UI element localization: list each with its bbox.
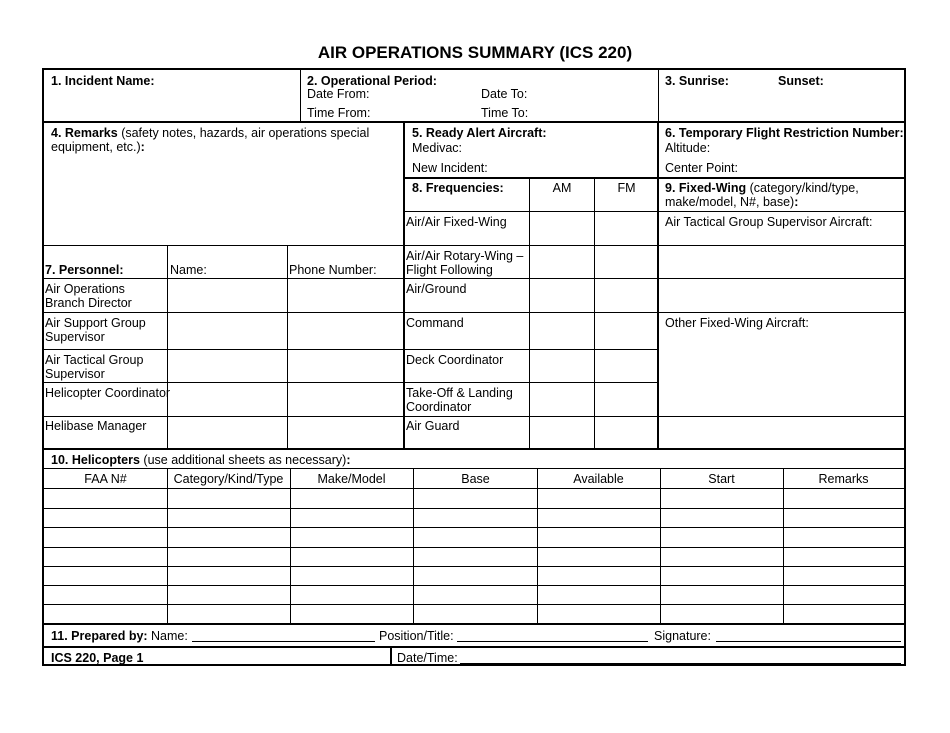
column-divider bbox=[287, 245, 288, 449]
row-line bbox=[44, 604, 904, 605]
row-line bbox=[44, 585, 904, 586]
row-line bbox=[44, 468, 904, 469]
column-divider bbox=[783, 468, 784, 623]
column-divider bbox=[390, 646, 392, 664]
fixed-wing-colon: : bbox=[794, 195, 799, 209]
operational-period-label: 2. Operational Period: bbox=[307, 74, 437, 88]
column-divider bbox=[413, 468, 414, 623]
row-line bbox=[404, 349, 658, 350]
atgs-aircraft-label: Air Tactical Group Supervisor Aircraft: bbox=[665, 215, 873, 229]
section-divider bbox=[44, 623, 904, 625]
position-field[interactable] bbox=[457, 641, 648, 642]
column-divider bbox=[403, 121, 405, 450]
date-from-label: Date From: bbox=[307, 87, 370, 101]
remarks-note: (safety notes, hazards, air operations special equipment, etc.) bbox=[51, 126, 370, 154]
helicopter-column-header: Make/Model bbox=[317, 472, 386, 486]
sunrise-label: 3. Sunrise: bbox=[665, 74, 729, 88]
row-line bbox=[404, 416, 904, 417]
am-header: AM bbox=[552, 181, 572, 195]
column-divider bbox=[657, 121, 659, 450]
date-to-label: Date To: bbox=[481, 87, 528, 101]
helicopter-column-header: Base bbox=[461, 472, 490, 486]
fixed-wing-label bbox=[665, 181, 895, 209]
other-fixed-wing-label: Other Fixed-Wing Aircraft: bbox=[665, 316, 809, 330]
helicopters-note: (use additional sheets as necessary) bbox=[139, 453, 347, 467]
frequency-row-label: Air/Air Fixed-Wing bbox=[406, 215, 507, 229]
column-divider bbox=[660, 468, 661, 623]
remarks-colon: : bbox=[140, 140, 145, 154]
fixed-wing-note: (category/kind/type, make/model, N#, base) bbox=[665, 181, 859, 209]
section-divider bbox=[44, 121, 904, 123]
form-title: AIR OPERATIONS SUMMARY (ICS 220) bbox=[317, 43, 633, 62]
divider bbox=[300, 70, 301, 122]
row-line bbox=[44, 382, 404, 383]
signature-label: Signature: bbox=[654, 629, 711, 643]
time-to-label: Time To: bbox=[481, 106, 529, 120]
medivac-label: Medivac: bbox=[412, 141, 463, 155]
personnel-role: Air Support Group Supervisor bbox=[45, 316, 146, 344]
helicopter-column-header: FAA N# bbox=[84, 472, 127, 486]
helicopters-label-text: 10. Helicopters bbox=[51, 453, 140, 467]
personnel-name-header: Name: bbox=[170, 263, 207, 277]
fixed-wing-label-text: 9. Fixed-Wing bbox=[665, 181, 747, 195]
personnel-role: Air Operations Branch Director bbox=[45, 282, 132, 310]
helicopter-column-header: Available bbox=[573, 472, 624, 486]
column-divider bbox=[167, 245, 168, 449]
helicopters-colon: : bbox=[346, 453, 351, 467]
ics-220-form bbox=[42, 68, 906, 666]
frequency-row-label: Command bbox=[406, 316, 464, 330]
altitude-label: Altitude: bbox=[665, 141, 711, 155]
row-line bbox=[44, 349, 404, 350]
signature-field[interactable] bbox=[716, 641, 901, 642]
frequency-row-label: Air Guard bbox=[406, 419, 460, 433]
center-point-label: Center Point: bbox=[665, 161, 738, 175]
column-divider bbox=[537, 468, 538, 623]
row-line bbox=[44, 488, 904, 489]
sunset-label: Sunset: bbox=[778, 74, 824, 88]
datetime-field[interactable] bbox=[460, 663, 901, 664]
frequency-row-label: Air/Ground bbox=[406, 282, 467, 296]
row-line bbox=[44, 416, 404, 417]
helicopter-column-header: Remarks bbox=[818, 472, 869, 486]
column-divider bbox=[594, 177, 595, 449]
remarks-label-text: 4. Remarks bbox=[51, 126, 118, 140]
row-line bbox=[44, 508, 904, 509]
frequency-row-label: Air/Air Rotary-Wing – Flight Following bbox=[406, 249, 524, 277]
helicopters-label bbox=[51, 453, 350, 467]
section-divider bbox=[404, 177, 904, 179]
personnel-role: Helicopter Coordinator bbox=[45, 386, 171, 400]
form-id: ICS 220, Page 1 bbox=[51, 651, 144, 665]
row-line bbox=[404, 278, 904, 279]
ready-alert-label: 5. Ready Alert Aircraft: bbox=[412, 126, 547, 140]
name-field[interactable] bbox=[192, 641, 375, 642]
column-divider bbox=[167, 468, 168, 623]
column-divider bbox=[529, 177, 530, 449]
new-incident-label: New Incident: bbox=[412, 161, 488, 175]
personnel-role: Air Tactical Group Supervisor bbox=[45, 353, 144, 381]
section-divider bbox=[44, 646, 904, 648]
row-line bbox=[404, 312, 904, 313]
prepared-by-label: 11. Prepared by: bbox=[51, 629, 148, 643]
name-label: Name: bbox=[151, 629, 188, 643]
row-line bbox=[44, 527, 904, 528]
frequency-row-label: Take-Off & Landing Coordinator bbox=[406, 386, 513, 414]
personnel-label: 7. Personnel: bbox=[45, 263, 124, 277]
row-line bbox=[404, 245, 904, 246]
datetime-label: Date/Time: bbox=[397, 651, 458, 665]
helicopter-column-header: Category/Kind/Type bbox=[173, 472, 284, 486]
personnel-role: Helibase Manager bbox=[45, 419, 147, 433]
remarks-label bbox=[51, 126, 396, 154]
divider bbox=[658, 70, 659, 122]
row-line bbox=[44, 566, 904, 567]
frequencies-label: 8. Frequencies: bbox=[412, 181, 504, 195]
tfr-label: 6. Temporary Flight Restriction Number: bbox=[665, 126, 904, 140]
row-line bbox=[404, 382, 658, 383]
column-divider bbox=[290, 468, 291, 623]
helicopter-column-header: Start bbox=[708, 472, 735, 486]
row-line bbox=[44, 245, 404, 246]
row-line bbox=[44, 278, 404, 279]
row-line bbox=[404, 211, 904, 212]
position-label: Position/Title: bbox=[379, 629, 454, 643]
frequency-row-label: Deck Coordinator bbox=[406, 353, 504, 367]
section-divider bbox=[44, 448, 904, 450]
row-line bbox=[44, 312, 404, 313]
incident-name-label: 1. Incident Name: bbox=[51, 74, 155, 88]
row-line bbox=[44, 547, 904, 548]
personnel-phone-header: Phone Number: bbox=[289, 263, 377, 277]
time-from-label: Time From: bbox=[307, 106, 371, 120]
fm-header: FM bbox=[617, 181, 636, 195]
